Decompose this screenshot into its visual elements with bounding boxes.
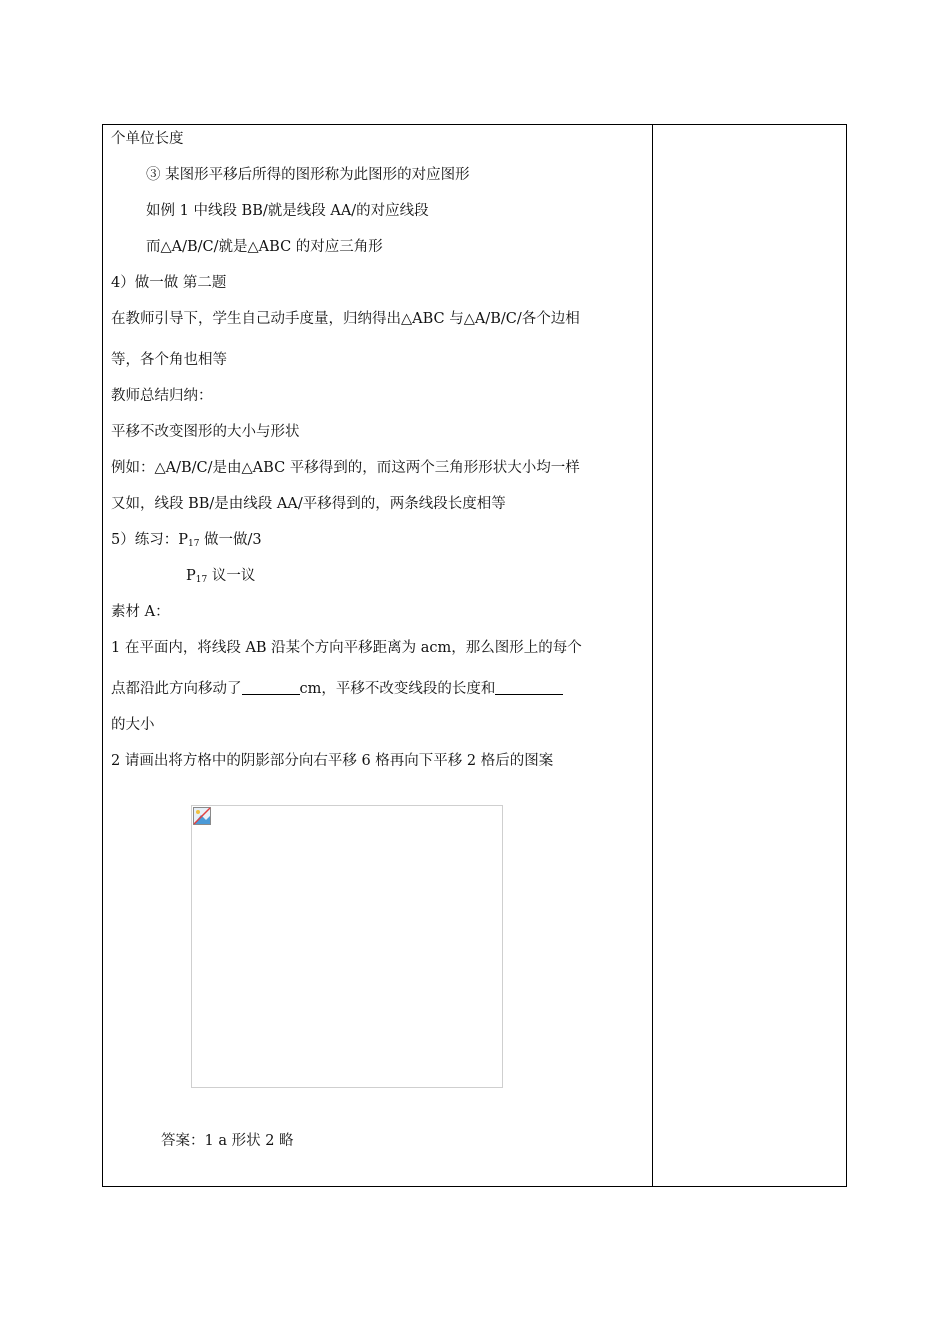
text-line: 等，各个角也相等: [111, 352, 227, 368]
text-line: 的大小: [111, 717, 155, 733]
answer-line: 答案：1 a 形状 2 略: [161, 1133, 294, 1149]
text-line: 如例 1 中线段 BB/就是线段 AA/的对应线段: [146, 203, 429, 219]
text-line: 在教师引导下，学生自己动手度量，归纳得出△ABC 与△A/B/C/各个边相: [111, 311, 580, 327]
page-subscript: 17: [195, 575, 208, 585]
broken-image-icon: [193, 807, 211, 825]
text-line: 1 在平面内，将线段 AB 沿某个方向平移距离为 acm，那么图形上的每个: [111, 640, 582, 656]
lesson-table: [102, 124, 847, 1187]
text-line: 平移不改变图形的大小与形状: [111, 424, 300, 440]
text-line: 个单位长度: [111, 131, 184, 147]
grid-image-placeholder: [191, 805, 503, 1088]
text-line: 素材 A：: [111, 604, 170, 620]
practice-line: [186, 566, 255, 590]
practice-line: [111, 530, 262, 554]
text-line: 2 请画出将方格中的阴影部分向右平移 6 格再向下平移 2 格后的图案: [111, 753, 554, 769]
practice-prefix: P: [186, 568, 196, 584]
text-line: 又如，线段 BB/是由线段 AA/平移得到的，两条线段长度相等: [111, 496, 506, 512]
question-text: 点都沿此方向移动了: [111, 681, 242, 697]
answer-blank: [242, 680, 300, 695]
text-line: ③ 某图形平移后所得的图形称为此图形的对应图形: [146, 167, 470, 183]
page-subscript: 17: [187, 539, 200, 549]
answer-blank: [495, 680, 563, 695]
fill-in-line: [111, 679, 563, 699]
text-line: 4）做一做 第二题: [111, 275, 227, 291]
text-line: 而△A/B/C/就是△ABC 的对应三角形: [146, 239, 383, 255]
practice-suffix: 议一议: [207, 568, 256, 584]
column-divider: [652, 125, 653, 1186]
text-line: 例如：△A/B/C/是由△ABC 平移得到的，而这两个三角形形状大小均一样: [111, 460, 580, 476]
text-line: 教师总结归纳：: [111, 388, 213, 404]
question-text: cm，平移不改变线段的长度和: [299, 681, 496, 697]
practice-suffix: 做一做/3: [199, 532, 262, 548]
practice-prefix: 5）练习：P: [111, 532, 188, 548]
